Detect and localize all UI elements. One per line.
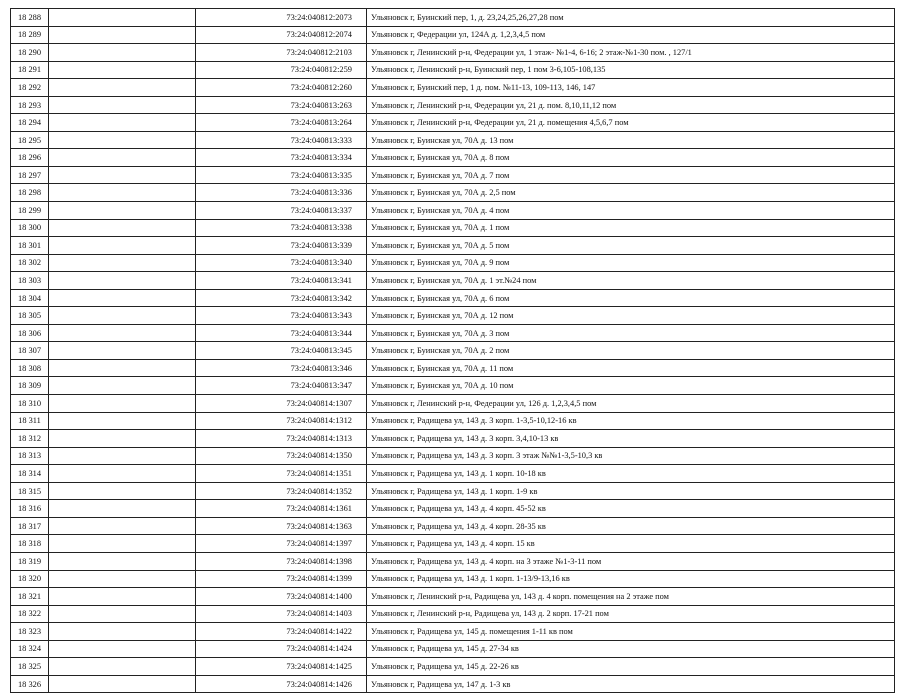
row-number-cell: 18 301 xyxy=(11,237,49,255)
address-cell: Ульяновск г, Радищева ул, 147 д. 1-3 кв xyxy=(367,675,895,693)
table-row xyxy=(11,26,895,44)
row-number-cell: 18 293 xyxy=(11,96,49,114)
address-cell: Ульяновск г, Радищева ул, 143 д. 1 корп. 1-13/9-13,16 кв xyxy=(367,570,895,588)
address-cell: Ульяновск г, Радищева ул, 143 д. 3 корп. 3,4,10-13 кв xyxy=(367,430,895,448)
table-row xyxy=(11,658,895,676)
row-number-cell: 18 320 xyxy=(11,570,49,588)
cadastral-number-cell: 73:24:040814:1363 xyxy=(196,517,367,535)
address-cell: Ульяновск г, Буинская ул, 70А д. 5 пом xyxy=(367,237,895,255)
cadastral-number-cell: 73:24:040813:341 xyxy=(196,272,367,290)
table-row xyxy=(11,377,895,395)
address-cell: Ульяновск г, Радищева ул, 143 д. 3 корп. 1-3,5-10,12-16 кв xyxy=(367,412,895,430)
cadastral-number-cell: 73:24:040813:263 xyxy=(196,96,367,114)
row-number-cell: 18 323 xyxy=(11,623,49,641)
table-row xyxy=(11,79,895,97)
table-row xyxy=(11,149,895,167)
cadastral-number-cell: 73:24:040812:260 xyxy=(196,79,367,97)
address-cell: Ульяновск г, Буинская ул, 70А д. 1 пом xyxy=(367,219,895,237)
cadastral-number-cell: 73:24:040814:1400 xyxy=(196,588,367,606)
address-cell: Ульяновск г, Федерации ул, 124А д. 1,2,3,4,5 пом xyxy=(367,26,895,44)
table-row xyxy=(11,184,895,202)
row-number-cell: 18 311 xyxy=(11,412,49,430)
address-cell: Ульяновск г, Ленинский р-н, Радищева ул, 143 д. 4 корп. помещения на 2 этаже пом xyxy=(367,588,895,606)
row-number-cell: 18 302 xyxy=(11,254,49,272)
row-number-cell: 18 291 xyxy=(11,61,49,79)
table-row xyxy=(11,395,895,413)
row-number-cell: 18 307 xyxy=(11,342,49,360)
empty-cell xyxy=(49,342,196,360)
empty-cell xyxy=(49,640,196,658)
table-row xyxy=(11,131,895,149)
row-number-cell: 18 290 xyxy=(11,44,49,62)
row-number-cell: 18 294 xyxy=(11,114,49,132)
row-number-cell: 18 306 xyxy=(11,324,49,342)
row-number-cell: 18 295 xyxy=(11,131,49,149)
table-row xyxy=(11,254,895,272)
empty-cell xyxy=(49,500,196,518)
empty-cell xyxy=(49,675,196,693)
cadastral-number-cell: 73:24:040814:1350 xyxy=(196,447,367,465)
cadastral-number-cell: 73:24:040814:1424 xyxy=(196,640,367,658)
row-number-cell: 18 321 xyxy=(11,588,49,606)
table-row xyxy=(11,640,895,658)
table-row xyxy=(11,237,895,255)
address-cell: Ульяновск г, Ленинский р-н, Федерации ул, 21 д. помещения 4,5,6,7 пом xyxy=(367,114,895,132)
row-number-cell: 18 288 xyxy=(11,9,49,27)
cadastral-number-cell: 73:24:040813:333 xyxy=(196,131,367,149)
cadastral-number-cell: 73:24:040813:344 xyxy=(196,324,367,342)
empty-cell xyxy=(49,359,196,377)
row-number-cell: 18 310 xyxy=(11,395,49,413)
row-number-cell: 18 317 xyxy=(11,517,49,535)
address-cell: Ульяновск г, Радищева ул, 143 д. 4 корп. 28-35 кв xyxy=(367,517,895,535)
address-cell: Ульяновск г, Радищева ул, 143 д. 4 корп. на 3 этаже №1-3-11 пом xyxy=(367,552,895,570)
empty-cell xyxy=(49,307,196,325)
table-row xyxy=(11,623,895,641)
empty-cell xyxy=(49,324,196,342)
address-cell: Ульяновск г, Радищева ул, 145 д. 27-34 кв xyxy=(367,640,895,658)
address-cell: Ульяновск г, Радищева ул, 143 д. 1 корп. 1-9 кв xyxy=(367,482,895,500)
address-cell: Ульяновск г, Буинская ул, 70А д. 9 пом xyxy=(367,254,895,272)
cadastral-number-cell: 73:24:040814:1313 xyxy=(196,430,367,448)
empty-cell xyxy=(49,272,196,290)
empty-cell xyxy=(49,202,196,220)
row-number-cell: 18 314 xyxy=(11,465,49,483)
row-number-cell: 18 325 xyxy=(11,658,49,676)
table-row xyxy=(11,500,895,518)
empty-cell xyxy=(49,289,196,307)
cadastral-number-cell: 73:24:040813:334 xyxy=(196,149,367,167)
empty-cell xyxy=(49,61,196,79)
cadastral-number-cell: 73:24:040814:1352 xyxy=(196,482,367,500)
cadastral-number-cell: 73:24:040813:347 xyxy=(196,377,367,395)
address-cell: Ульяновск г, Буинский пер, 1 д. пом. №11-13, 109-113, 146, 147 xyxy=(367,79,895,97)
empty-cell xyxy=(49,184,196,202)
table-row xyxy=(11,675,895,693)
empty-cell xyxy=(49,430,196,448)
empty-cell xyxy=(49,447,196,465)
empty-cell xyxy=(49,588,196,606)
address-cell: Ульяновск г, Радищева ул, 143 д. 1 корп. 10-18 кв xyxy=(367,465,895,483)
cadastral-number-cell: 73:24:040813:338 xyxy=(196,219,367,237)
table-row xyxy=(11,114,895,132)
registry-table-body xyxy=(11,9,895,693)
address-cell: Ульяновск г, Ленинский р-н, Буинский пер, 1 пом 3-6,105-108,135 xyxy=(367,61,895,79)
address-cell: Ульяновск г, Буинская ул, 70А д. 8 пом xyxy=(367,149,895,167)
cadastral-number-cell: 73:24:040813:264 xyxy=(196,114,367,132)
empty-cell xyxy=(49,377,196,395)
table-row xyxy=(11,552,895,570)
row-number-cell: 18 305 xyxy=(11,307,49,325)
registry-table xyxy=(10,8,895,693)
address-cell: Ульяновск г, Радищева ул, 143 д. 4 корп. 45-52 кв xyxy=(367,500,895,518)
row-number-cell: 18 289 xyxy=(11,26,49,44)
row-number-cell: 18 312 xyxy=(11,430,49,448)
address-cell: Ульяновск г, Радищева ул, 145 д. помещения 1-11 кв пом xyxy=(367,623,895,641)
cadastral-number-cell: 73:24:040813:342 xyxy=(196,289,367,307)
table-row xyxy=(11,430,895,448)
address-cell: Ульяновск г, Радищева ул, 143 д. 4 корп. 15 кв xyxy=(367,535,895,553)
empty-cell xyxy=(49,149,196,167)
cadastral-number-cell: 73:24:040813:336 xyxy=(196,184,367,202)
table-row xyxy=(11,605,895,623)
address-cell: Ульяновск г, Буинская ул, 70А д. 10 пом xyxy=(367,377,895,395)
empty-cell xyxy=(49,395,196,413)
cadastral-number-cell: 73:24:040813:339 xyxy=(196,237,367,255)
cadastral-number-cell: 73:24:040814:1307 xyxy=(196,395,367,413)
row-number-cell: 18 297 xyxy=(11,166,49,184)
cadastral-number-cell: 73:24:040814:1397 xyxy=(196,535,367,553)
address-cell: Ульяновск г, Буинская ул, 70А д. 12 пом xyxy=(367,307,895,325)
empty-cell xyxy=(49,412,196,430)
address-cell: Ульяновск г, Ленинский р-н, Радищева ул, 143 д. 2 корп. 17-21 пом xyxy=(367,605,895,623)
table-row xyxy=(11,342,895,360)
row-number-cell: 18 322 xyxy=(11,605,49,623)
empty-cell xyxy=(49,96,196,114)
empty-cell xyxy=(49,552,196,570)
empty-cell xyxy=(49,482,196,500)
cadastral-number-cell: 73:24:040812:2074 xyxy=(196,26,367,44)
cadastral-number-cell: 73:24:040814:1399 xyxy=(196,570,367,588)
address-cell: Ульяновск г, Буинская ул, 70А д. 1 эт.№24 пом xyxy=(367,272,895,290)
cadastral-number-cell: 73:24:040812:2073 xyxy=(196,9,367,27)
row-number-cell: 18 308 xyxy=(11,359,49,377)
row-number-cell: 18 318 xyxy=(11,535,49,553)
cadastral-number-cell: 73:24:040812:259 xyxy=(196,61,367,79)
empty-cell xyxy=(49,9,196,27)
empty-cell xyxy=(49,114,196,132)
row-number-cell: 18 316 xyxy=(11,500,49,518)
table-row xyxy=(11,96,895,114)
cadastral-number-cell: 73:24:040813:335 xyxy=(196,166,367,184)
table-row xyxy=(11,307,895,325)
empty-cell xyxy=(49,605,196,623)
table-row xyxy=(11,570,895,588)
cadastral-number-cell: 73:24:040813:340 xyxy=(196,254,367,272)
table-row xyxy=(11,219,895,237)
row-number-cell: 18 324 xyxy=(11,640,49,658)
table-row xyxy=(11,447,895,465)
table-row xyxy=(11,588,895,606)
address-cell: Ульяновск г, Буинская ул, 70А д. 7 пом xyxy=(367,166,895,184)
table-row xyxy=(11,202,895,220)
cadastral-number-cell: 73:24:040814:1422 xyxy=(196,623,367,641)
address-cell: Ульяновск г, Буинская ул, 70А д. 6 пом xyxy=(367,289,895,307)
empty-cell xyxy=(49,570,196,588)
row-number-cell: 18 309 xyxy=(11,377,49,395)
registry-table-sheet xyxy=(10,8,894,693)
table-row xyxy=(11,482,895,500)
empty-cell xyxy=(49,237,196,255)
empty-cell xyxy=(49,26,196,44)
table-row xyxy=(11,535,895,553)
cadastral-number-cell: 73:24:040814:1425 xyxy=(196,658,367,676)
cadastral-number-cell: 73:24:040814:1426 xyxy=(196,675,367,693)
row-number-cell: 18 300 xyxy=(11,219,49,237)
cadastral-number-cell: 73:24:040813:343 xyxy=(196,307,367,325)
table-row xyxy=(11,61,895,79)
cadastral-number-cell: 73:24:040814:1312 xyxy=(196,412,367,430)
address-cell: Ульяновск г, Буинская ул, 70А д. 4 пом xyxy=(367,202,895,220)
table-row xyxy=(11,412,895,430)
address-cell: Ульяновск г, Буинская ул, 70А д. 2,5 пом xyxy=(367,184,895,202)
cadastral-number-cell: 73:24:040814:1403 xyxy=(196,605,367,623)
row-number-cell: 18 292 xyxy=(11,79,49,97)
table-row xyxy=(11,272,895,290)
address-cell: Ульяновск г, Радищева ул, 145 д. 22-26 кв xyxy=(367,658,895,676)
empty-cell xyxy=(49,658,196,676)
cadastral-number-cell: 73:24:040814:1351 xyxy=(196,465,367,483)
row-number-cell: 18 319 xyxy=(11,552,49,570)
empty-cell xyxy=(49,623,196,641)
table-row xyxy=(11,289,895,307)
cadastral-number-cell: 73:24:040814:1398 xyxy=(196,552,367,570)
cadastral-number-cell: 73:24:040813:345 xyxy=(196,342,367,360)
empty-cell xyxy=(49,131,196,149)
table-row xyxy=(11,44,895,62)
address-cell: Ульяновск г, Буинская ул, 70А д. 13 пом xyxy=(367,131,895,149)
empty-cell xyxy=(49,517,196,535)
cadastral-number-cell: 73:24:040813:337 xyxy=(196,202,367,220)
row-number-cell: 18 298 xyxy=(11,184,49,202)
empty-cell xyxy=(49,535,196,553)
row-number-cell: 18 313 xyxy=(11,447,49,465)
address-cell: Ульяновск г, Радищева ул, 143 д. 3 корп. 3 этаж №№1-3,5-10,3 кв xyxy=(367,447,895,465)
empty-cell xyxy=(49,219,196,237)
cadastral-number-cell: 73:24:040814:1361 xyxy=(196,500,367,518)
address-cell: Ульяновск г, Буинская ул, 70А д. 2 пом xyxy=(367,342,895,360)
cadastral-number-cell: 73:24:040812:2103 xyxy=(196,44,367,62)
address-cell: Ульяновск г, Буинская ул, 70А д. 11 пом xyxy=(367,359,895,377)
cadastral-number-cell: 73:24:040813:346 xyxy=(196,359,367,377)
address-cell: Ульяновск г, Ленинский р-н, Федерации ул, 1 этаж- №1-4, 6-16; 2 этаж-№1-30 пом. , 127/1 xyxy=(367,44,895,62)
row-number-cell: 18 299 xyxy=(11,202,49,220)
row-number-cell: 18 315 xyxy=(11,482,49,500)
empty-cell xyxy=(49,79,196,97)
address-cell: Ульяновск г, Буинский пер, 1, д. 23,24,25,26,27,28 пом xyxy=(367,9,895,27)
address-cell: Ульяновск г, Ленинский р-н, Федерации ул, 126 д. 1,2,3,4,5 пом xyxy=(367,395,895,413)
table-row xyxy=(11,324,895,342)
table-row xyxy=(11,465,895,483)
table-row xyxy=(11,517,895,535)
row-number-cell: 18 304 xyxy=(11,289,49,307)
table-row xyxy=(11,9,895,27)
row-number-cell: 18 326 xyxy=(11,675,49,693)
row-number-cell: 18 296 xyxy=(11,149,49,167)
row-number-cell: 18 303 xyxy=(11,272,49,290)
empty-cell xyxy=(49,465,196,483)
table-row xyxy=(11,359,895,377)
empty-cell xyxy=(49,166,196,184)
table-row xyxy=(11,166,895,184)
empty-cell xyxy=(49,254,196,272)
address-cell: Ульяновск г, Ленинский р-н, Федерации ул, 21 д. пом. 8,10,11,12 пом xyxy=(367,96,895,114)
empty-cell xyxy=(49,44,196,62)
address-cell: Ульяновск г, Буинская ул, 70А д. 3 пом xyxy=(367,324,895,342)
